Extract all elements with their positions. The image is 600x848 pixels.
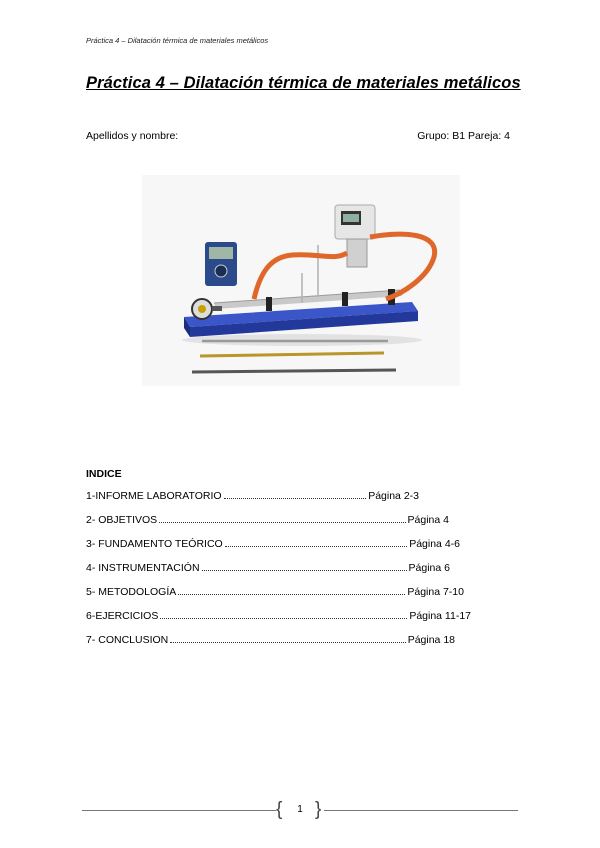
toc-item[interactable]	[86, 610, 471, 622]
footer-brace-right: }	[315, 799, 322, 820]
toc-item-label: 5- METODOLOGÍA	[86, 586, 177, 598]
toc-item-page: Página 6	[408, 562, 450, 574]
toc-leader	[170, 641, 405, 643]
toc-item-page: Página 18	[407, 634, 455, 646]
toc-item-page: Página 4	[407, 514, 449, 526]
toc-item-label: 6-EJERCICIOS	[86, 610, 159, 622]
footer-rule-left	[82, 810, 276, 811]
toc-item-label: 2- OBJETIVOS	[86, 514, 158, 526]
toc-leader	[159, 521, 405, 523]
apparatus-photo	[142, 175, 460, 386]
running-header: Práctica 4 – Dilatación térmica de materiales metálicos	[86, 36, 269, 45]
toc-leader	[160, 617, 407, 619]
toc-item-label: 7- CONCLUSION	[86, 634, 169, 646]
toc-item[interactable]	[86, 586, 464, 598]
toc-leader	[224, 497, 367, 499]
toc-item-label: 1-INFORME LABORATORIO	[86, 490, 222, 502]
name-label: Apellidos y nombre:	[86, 130, 179, 142]
footer-rule-right	[324, 810, 518, 811]
toc-item[interactable]	[86, 634, 455, 646]
toc-item[interactable]	[86, 490, 419, 502]
toc-item-page: Página 7-10	[407, 586, 464, 598]
toc-item-label: 3- FUNDAMENTO TEÓRICO	[86, 538, 223, 550]
index-title: INDICE	[86, 468, 122, 480]
toc-item-label: 4- INSTRUMENTACIÓN	[86, 562, 200, 574]
toc-leader	[202, 569, 407, 571]
toc-item-page: Página 2-3	[368, 490, 419, 502]
document-title: Práctica 4 – Dilatación térmica de materiales metálicos	[86, 74, 521, 92]
toc-leader	[225, 545, 407, 547]
toc-item-page: Página 11-17	[409, 610, 471, 622]
page-number: 1	[297, 804, 303, 815]
footer-brace-left: {	[276, 799, 283, 820]
toc-item-page: Página 4-6	[409, 538, 460, 550]
group-label: Grupo: B1 Pareja: 4	[417, 130, 510, 142]
toc-item[interactable]	[86, 538, 460, 550]
toc-leader	[178, 593, 405, 595]
toc-item[interactable]	[86, 562, 450, 574]
toc-item[interactable]	[86, 514, 449, 526]
